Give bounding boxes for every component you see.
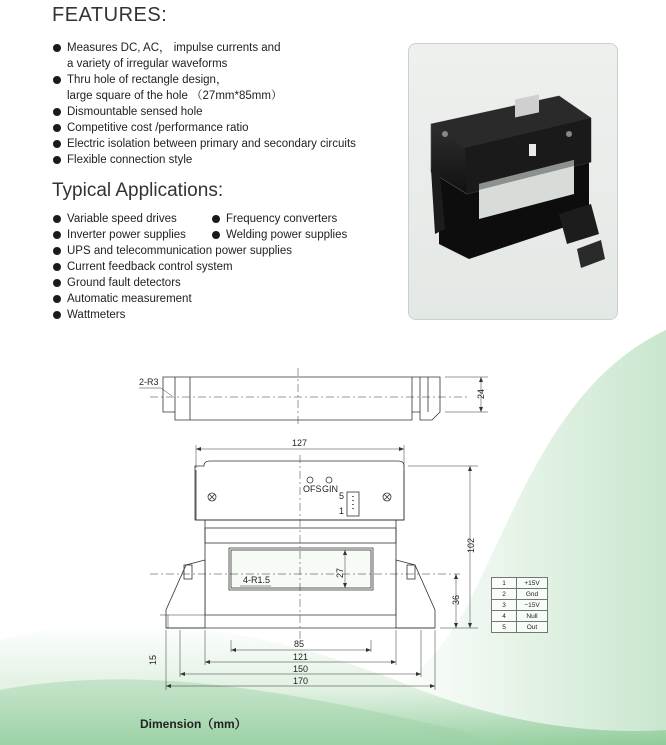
hole-radius-label: 4-R1.5	[243, 575, 271, 585]
dimension-caption: Dimension（mm）	[140, 717, 247, 731]
gin-label: GIN	[322, 484, 339, 494]
list-item: Inverter power supplies	[52, 227, 292, 243]
table-row: 3 −15V	[492, 600, 548, 611]
list-item: Competitive cost /performance ratio	[52, 120, 356, 136]
pin-table	[491, 577, 548, 633]
hole-width-label: 85	[294, 639, 305, 649]
table-row: 1 +15V	[492, 578, 548, 589]
base-height-label: 15	[148, 654, 158, 665]
list-item: Thru hole of rectangle design， large square of the hole （27mm*85mm）	[52, 72, 356, 104]
list-item: Dismountable sensed hole	[52, 104, 356, 120]
top-width-label: 127	[292, 438, 308, 448]
hole-height-label: 27	[335, 567, 345, 578]
center-height-label: 36	[451, 594, 461, 605]
width-121-label: 121	[293, 652, 309, 662]
list-item: Wattmeters	[52, 307, 292, 323]
list-item: Electric isolation between primary and secondary circuits	[52, 136, 356, 152]
features-title: FEATURES:	[52, 4, 168, 26]
side-height-label: 24	[476, 388, 486, 399]
side-radius-label: 2-R3	[139, 377, 159, 387]
list-item: Welding power supplies	[211, 227, 347, 243]
table-row: 5 Out	[492, 622, 548, 633]
list-item: Measures DC, AC， impulse currents and a variety of irregular waveforms	[52, 40, 356, 72]
applications-title: Typical Applications:	[52, 180, 224, 201]
width-170-label: 170	[293, 676, 309, 686]
list-item: UPS and telecommunication power supplies	[52, 243, 292, 259]
total-height-label: 102	[466, 537, 476, 553]
table-row: 2 Gnd	[492, 589, 548, 600]
width-150-label: 150	[293, 664, 309, 674]
list-item: Automatic measurement	[52, 291, 292, 307]
connector-pin-bottom-label: 1	[339, 506, 345, 516]
list-item: Current feedback control system	[52, 259, 292, 275]
list-item: Frequency converters	[211, 211, 347, 227]
table-row: 4 Null	[492, 611, 548, 622]
connector-pin-top-label: 5	[339, 491, 345, 501]
ofs-label: OFS	[303, 484, 322, 494]
list-item: Flexible connection style	[52, 152, 356, 168]
list-item: Ground fault detectors	[52, 275, 292, 291]
list-item: Variable speed drives	[52, 211, 292, 227]
